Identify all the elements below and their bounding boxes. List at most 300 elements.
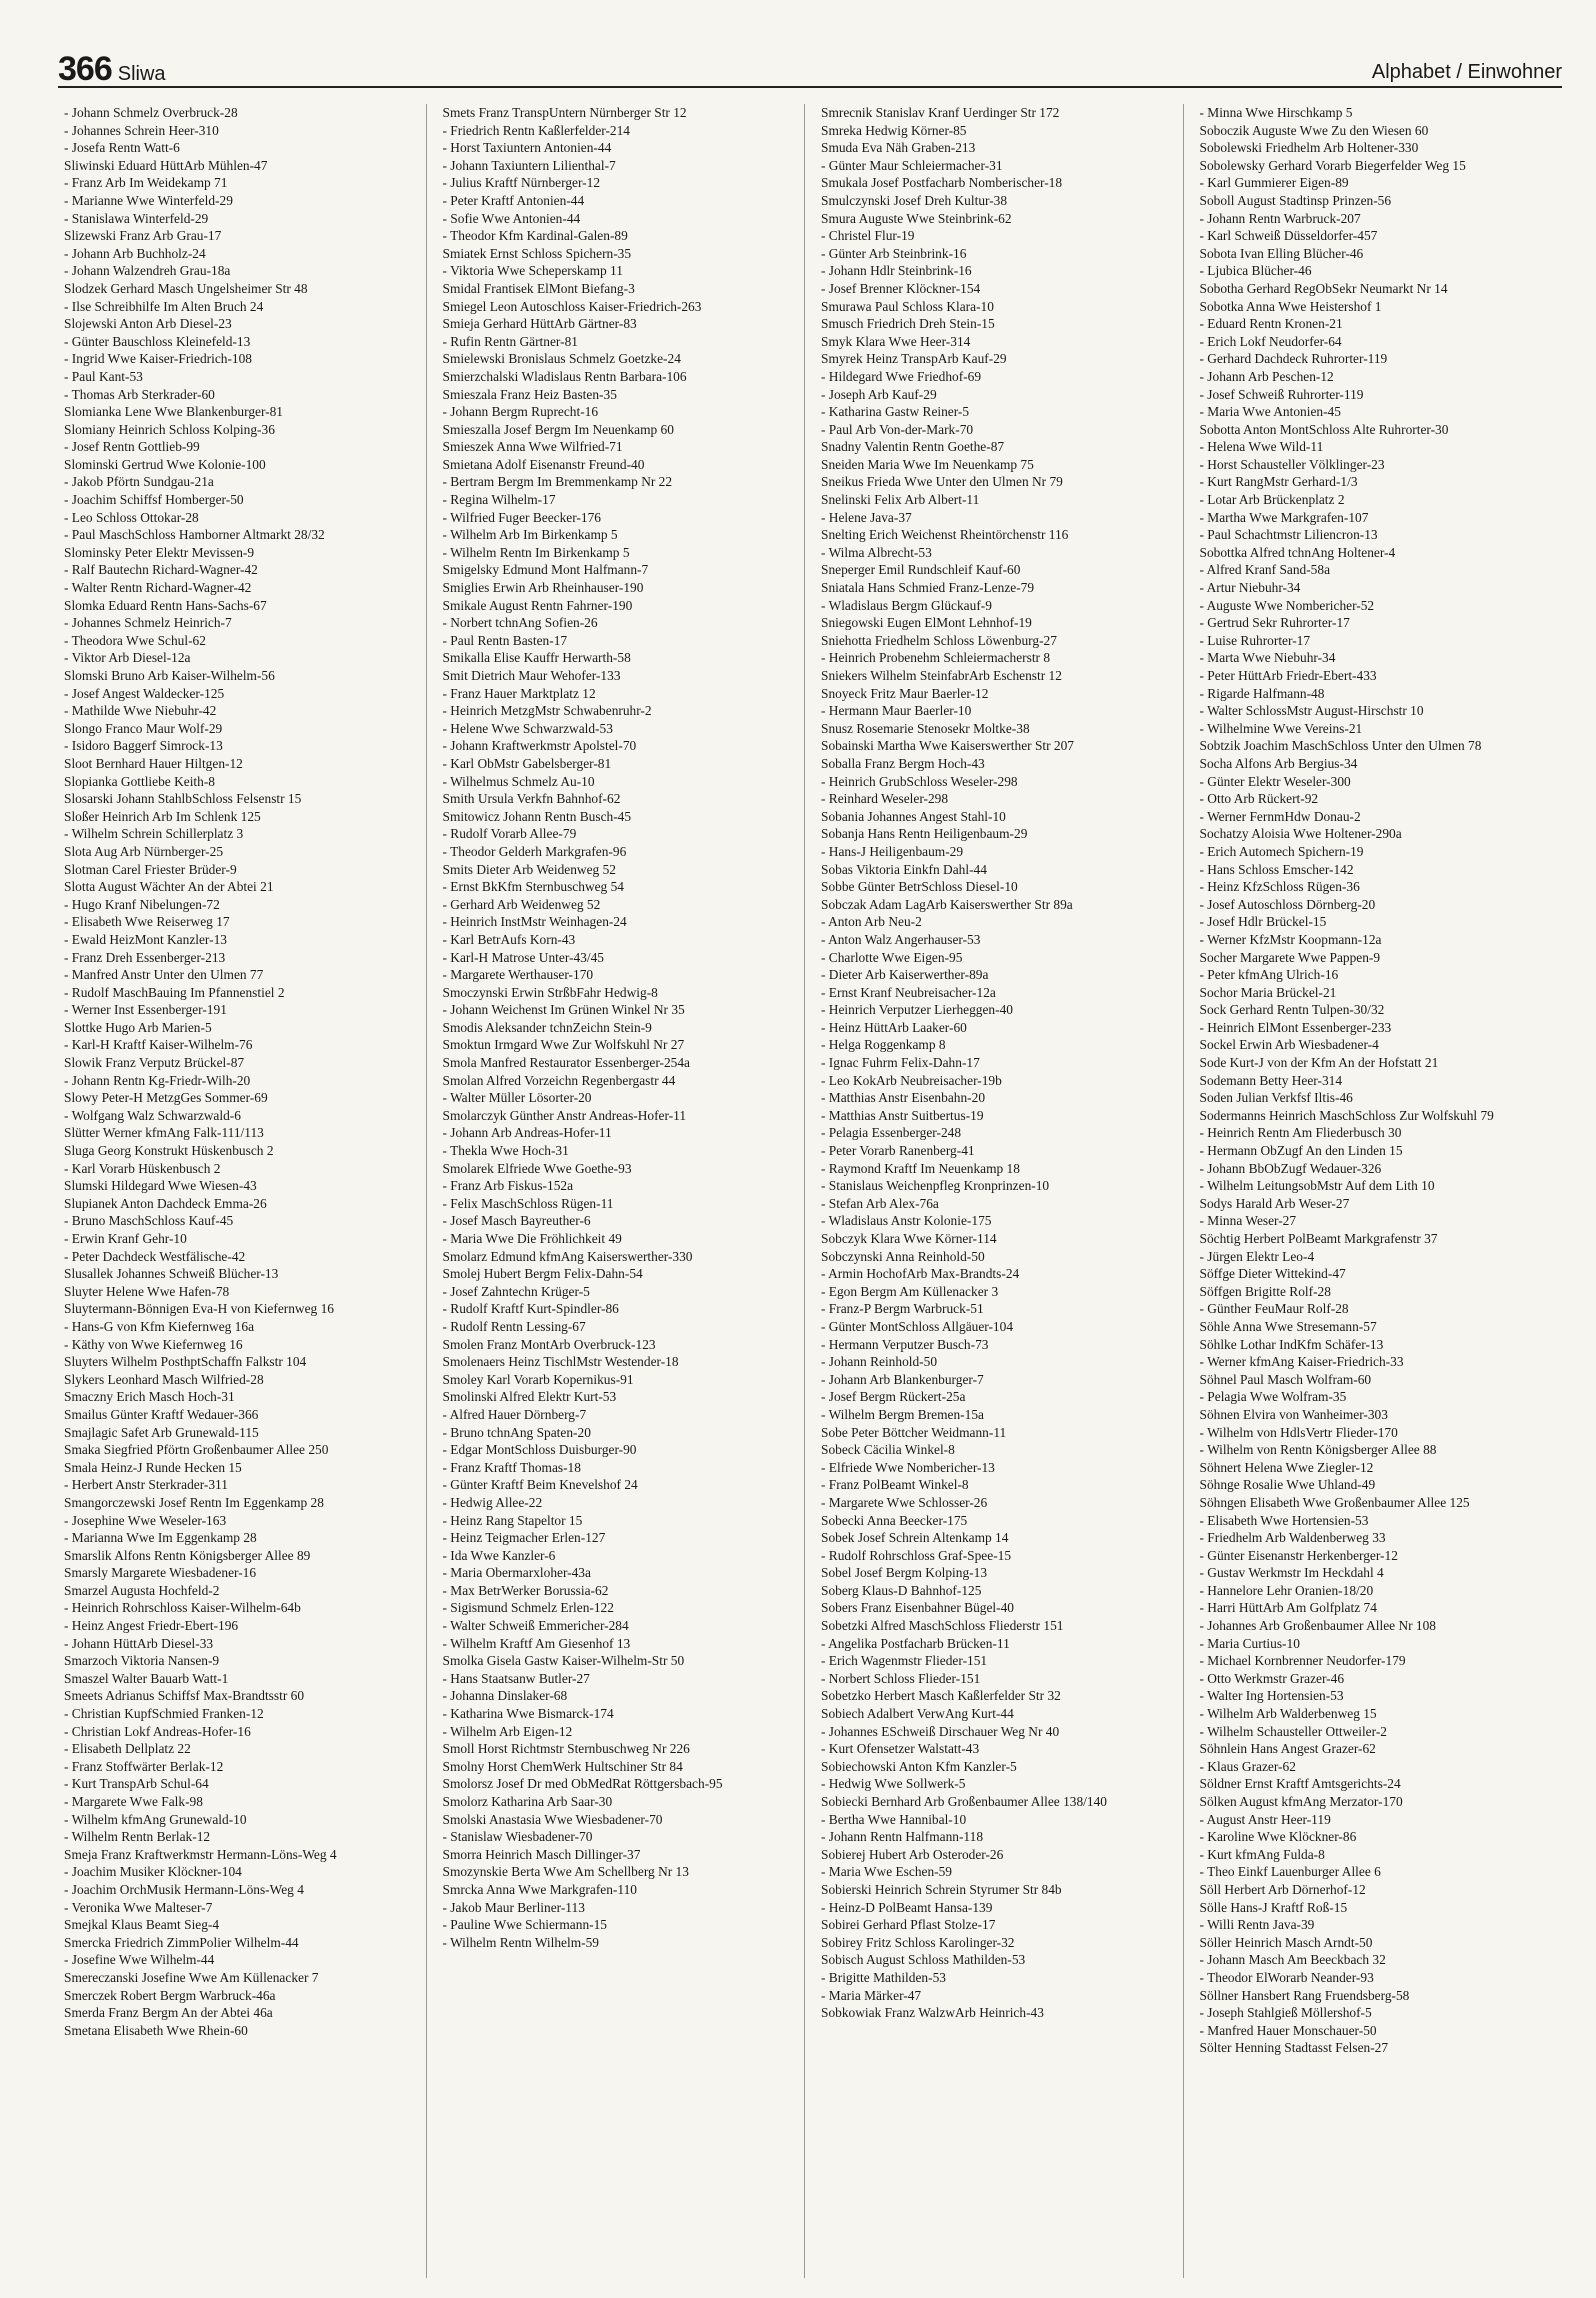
directory-entry: - Margarete Wwe Falk-98 bbox=[64, 1794, 203, 1809]
column-3 bbox=[815, 104, 1184, 2278]
directory-entry: Smeets Adrianus Schiffsf Max-Brandtsstr 60 bbox=[64, 1688, 305, 1704]
directory-entry: Slosarski Johann StahlbSchloss Felsenstr 15 bbox=[64, 791, 302, 807]
directory-entry: - Günter Eisenanstr Herkenberger-12 bbox=[1199, 1547, 1398, 1563]
directory-entry: Smeja Franz Kraftwerkmstr Hermann-Löns-Weg 4 bbox=[64, 1846, 337, 1862]
directory-entry: - Josef Angest Waldecker-125 bbox=[64, 685, 225, 701]
directory-entry: Smukala Josef Postfacharb Nomberischer-18 bbox=[821, 175, 1063, 191]
directory-entry: Sobania Johannes Angest Stahl-10 bbox=[821, 808, 1006, 824]
directory-entry: - Franz Arb Im Weidekamp 71 bbox=[64, 175, 228, 191]
directory-entry: - Regina Wilhelm-17 bbox=[442, 492, 556, 508]
directory-entry: Smolski Anastasia Wwe Wiesbadener-70 bbox=[442, 1811, 663, 1827]
directory-entry: Smolny Horst ChemWerk Hultschiner Str 84 bbox=[442, 1758, 683, 1774]
directory-entry: - Josefa Rentn Watt-6 bbox=[64, 140, 180, 156]
directory-entry: - Marta Wwe Niebuhr-34 bbox=[1199, 650, 1336, 666]
directory-entry: Smietana Adolf Eisenanstr Freund-40 bbox=[442, 456, 645, 472]
directory-entry: - Norbert Schloss Flieder-151 bbox=[821, 1670, 981, 1686]
directory-columns bbox=[58, 104, 1562, 2278]
directory-entry: Sobel Josef Bergm Kolping-13 bbox=[821, 1565, 988, 1581]
directory-entry: Soberg Klaus-D Bahnhof-125 bbox=[821, 1582, 982, 1598]
directory-entry: - Joseph Arb Kauf-29 bbox=[821, 386, 937, 402]
directory-entry: - Klaus Grazer-62 bbox=[1199, 1758, 1296, 1774]
directory-entry: Sneperger Emil Rundschleif Kauf-60 bbox=[821, 562, 1021, 578]
directory-entry: - Walter Rentn Richard-Wagner-42 bbox=[64, 580, 252, 596]
directory-entry: Slomianka Lene Wwe Blankenburger-81 bbox=[64, 404, 284, 420]
directory-entry: Slomiany Heinrich Schloss Kolping-36 bbox=[64, 421, 275, 437]
header-section-title: Alphabet / Einwohner bbox=[1371, 61, 1562, 83]
directory-entry: - Josef Brenner Klöckner-154 bbox=[821, 280, 981, 296]
directory-entry: Sobanja Hans Rentn Heiligenbaum-29 bbox=[821, 826, 1028, 842]
directory-entry: Slowik Franz Verputz Brückel-87 bbox=[64, 1055, 245, 1071]
directory-entry: - Rudolf MaschBauing Im Pfannenstiel 2 bbox=[64, 984, 285, 1000]
directory-entry: Smolej Hubert Bergm Felix-Dahn-54 bbox=[442, 1266, 643, 1282]
directory-entry: - Werner kfmAng Kaiser-Friedrich-33 bbox=[1199, 1354, 1404, 1370]
directory-entry: - Johann Taxiuntern Lilienthal-7 bbox=[442, 157, 616, 173]
directory-entry: - Brigitte Mathilden-53 bbox=[821, 1969, 946, 1985]
directory-entry: - Franz Stoffwärter Berlak-12 bbox=[64, 1758, 224, 1774]
directory-entry: - Karl BetrAufs Korn-43 bbox=[442, 931, 576, 947]
directory-entry: - Heinz Teigmacher Erlen-127 bbox=[442, 1530, 606, 1546]
directory-entry: Söhle Anna Wwe Stresemann-57 bbox=[1199, 1318, 1377, 1334]
directory-entry: - Kurt RangMstr Gerhard-1/3 bbox=[1199, 474, 1358, 490]
directory-entry: - Raymond Kraftf Im Neuenkamp 18 bbox=[821, 1160, 1020, 1176]
directory-entry: Sniekers Wilhelm SteinfabrArb Eschenstr 12 bbox=[821, 668, 1062, 683]
directory-entry: Smereczanski Josefine Wwe Am Küllenacker 7 bbox=[64, 1969, 319, 1985]
directory-entry: Slusallek Johannes Schweiß Blücher-13 bbox=[64, 1266, 279, 1282]
directory-entry: - Paul Kant-53 bbox=[64, 368, 143, 384]
directory-entry: - Michael Kornbrenner Neudorfer-179 bbox=[1199, 1653, 1406, 1669]
directory-entry: - Erich Wagenmstr Flieder-151 bbox=[821, 1653, 988, 1669]
directory-entry: Slütter Werner kfmAng Falk-111/113 bbox=[64, 1125, 264, 1141]
directory-entry: - Heinz Rang Stapeltor 15 bbox=[442, 1512, 583, 1528]
directory-entry: - Elisabeth Wwe Hortensien-53 bbox=[1199, 1512, 1369, 1528]
directory-entry: Smetana Elisabeth Wwe Rhein-60 bbox=[64, 2022, 248, 2038]
directory-entry: - Hermann Verputzer Busch-73 bbox=[821, 1336, 989, 1352]
directory-entry: Smurawa Paul Schloss Klara-10 bbox=[821, 298, 994, 314]
directory-entry: Smozynskie Berta Wwe Am Schellberg Nr 13 bbox=[442, 1864, 689, 1880]
directory-entry: - Bertha Wwe Hannibal-10 bbox=[821, 1811, 967, 1827]
directory-entry: - Ernst BkKfm Sternbuschweg 54 bbox=[442, 879, 624, 895]
directory-entry: - Johann Schmelz Overbruck-28 bbox=[64, 105, 238, 120]
directory-entry: - Alfred Hauer Dörnberg-7 bbox=[442, 1406, 587, 1422]
directory-entry: - Stefan Arb Alex-76a bbox=[821, 1195, 939, 1211]
directory-entry: Sobecki Anna Beecker-175 bbox=[821, 1512, 968, 1528]
directory-entry: Sobetzki Alfred MaschSchloss Fliederstr 151 bbox=[821, 1618, 1064, 1634]
directory-entry: - Karl Schweiß Düsseldorfer-457 bbox=[1199, 228, 1378, 244]
directory-entry: - Heinz KfzSchloss Rügen-36 bbox=[1199, 879, 1360, 895]
directory-entry: - Elisabeth Wwe Reiserweg 17 bbox=[64, 914, 230, 930]
directory-entry: Smits Dieter Arb Weidenweg 52 bbox=[442, 861, 616, 877]
directory-entry: Sobbe Günter BetrSchloss Diesel-10 bbox=[821, 879, 1018, 895]
directory-entry: - Johann Kraftwerkmstr Apolstel-70 bbox=[442, 738, 637, 754]
directory-entry: - Martha Wwe Markgrafen-107 bbox=[1199, 509, 1369, 525]
directory-entry: - Günter Maur Schleiermacher-31 bbox=[821, 157, 1003, 173]
directory-entry: - Theodor Kfm Kardinal-Galen-89 bbox=[442, 228, 628, 244]
directory-entry: Snoyeck Fritz Maur Baerler-12 bbox=[821, 685, 989, 701]
directory-entry: Smielewski Bronislaus Schmelz Goetzke-24 bbox=[442, 351, 681, 367]
directory-entry: - Helga Roggenkamp 8 bbox=[821, 1037, 946, 1053]
directory-entry: Sluyters Wilhelm PosthptSchaffn Falkstr 104 bbox=[64, 1354, 307, 1370]
directory-entry: - Karl-H Kraftf Kaiser-Wilhelm-76 bbox=[64, 1037, 253, 1053]
directory-entry: Sobottka Alfred tchnAng Holtener-4 bbox=[1199, 544, 1396, 560]
directory-entry: - Wilhelm Rentn Berlak-12 bbox=[64, 1829, 211, 1845]
directory-entry: - Wilhelm kfmAng Grunewald-10 bbox=[64, 1811, 247, 1827]
directory-entry: Smarzel Augusta Hochfeld-2 bbox=[64, 1582, 220, 1598]
directory-entry: Sölle Hans-J Kraftf Roß-15 bbox=[1199, 1899, 1348, 1915]
directory-entry: - Walter Schweiß Emmericher-284 bbox=[442, 1618, 629, 1634]
directory-entry: Soballa Franz Bergm Hoch-43 bbox=[821, 755, 985, 771]
directory-entry: Sobainski Martha Wwe Kaiserswerther Str 207 bbox=[821, 738, 1075, 754]
directory-entry: Söhnert Helena Wwe Ziegler-12 bbox=[1199, 1459, 1374, 1475]
directory-entry: - Joachim Musiker Klöckner-104 bbox=[64, 1864, 242, 1880]
directory-entry: Söhnel Paul Masch Wolfram-60 bbox=[1199, 1371, 1372, 1387]
directory-entry: - Ewald HeizMont Kanzler-13 bbox=[64, 931, 227, 947]
directory-entry: Smiatek Ernst Schloss Spichern-35 bbox=[442, 245, 632, 261]
directory-entry: - Erwin Kranf Gehr-10 bbox=[64, 1231, 187, 1246]
directory-entry: - Johann Arb Blankenburger-7 bbox=[821, 1371, 984, 1387]
directory-entry: - Thekla Wwe Hoch-31 bbox=[442, 1143, 569, 1159]
directory-entry: Sobczak Adam LagArb Kaiserswerther Str 89a bbox=[821, 896, 1073, 912]
directory-entry: Sniehotta Friedhelm Schloss Löwenburg-27 bbox=[821, 632, 1057, 648]
directory-entry: - Eduard Rentn Kronen-21 bbox=[1199, 316, 1343, 332]
directory-entry: Smala Heinz-J Runde Hecken 15 bbox=[64, 1459, 242, 1475]
directory-entry: - Stanislawa Winterfeld-29 bbox=[64, 210, 209, 226]
directory-entry: - Franz PolBeamt Winkel-8 bbox=[821, 1477, 969, 1493]
directory-entry: Sobotha Gerhard RegObSekr Neumarkt Nr 14 bbox=[1199, 280, 1448, 296]
directory-entry: - Manfred Hauer Monschauer-50 bbox=[1199, 2022, 1377, 2038]
directory-entry: Sobotta Anton MontSchloss Alte Ruhrorter-30 bbox=[1199, 421, 1449, 437]
directory-entry: Sniegowski Eugen ElMont Lehnhof-19 bbox=[821, 615, 1032, 631]
directory-entry: - Minna Weser-27 bbox=[1199, 1213, 1297, 1229]
directory-entry: Smieja Gerhard HüttArb Gärtner-83 bbox=[442, 316, 637, 332]
directory-entry: Sloot Bernhard Hauer Hiltgen-12 bbox=[64, 755, 243, 771]
directory-entry: - Hildegard Wwe Friedhof-69 bbox=[821, 368, 982, 384]
directory-entry: - Josef Autoschloss Dörnberg-20 bbox=[1199, 896, 1376, 912]
directory-entry: Slota Aug Arb Nürnberger-25 bbox=[64, 843, 224, 859]
directory-entry: Slotman Carel Friester Brüder-9 bbox=[64, 861, 237, 877]
directory-entry: - Wilhelm Arb Im Birkenkamp 5 bbox=[442, 527, 618, 543]
directory-entry: - Peter Kraftf Antonien-44 bbox=[442, 192, 585, 208]
directory-entry: - Katharina Gastw Reiner-5 bbox=[821, 404, 970, 420]
directory-entry: Smolorsz Josef Dr med ObMedRat Röttgersbach-95 bbox=[442, 1776, 723, 1792]
directory-entry: - Maria Curtius-10 bbox=[1199, 1635, 1300, 1651]
directory-entry: Smarslik Alfons Rentn Königsberger Allee 89 bbox=[64, 1547, 311, 1563]
directory-entry: - Günther FeuMaur Rolf-28 bbox=[1199, 1301, 1349, 1317]
directory-entry: - Hans-J Heiligenbaum-29 bbox=[821, 843, 964, 859]
directory-entry: - Theo Einkf Lauenburger Allee 6 bbox=[1199, 1864, 1381, 1880]
directory-entry: - Franz Hauer Marktplatz 12 bbox=[442, 685, 596, 701]
directory-entry: Smyrek Heinz TranspArb Kauf-29 bbox=[821, 351, 1007, 367]
directory-entry: Smreka Hedwig Körner-85 bbox=[821, 122, 967, 138]
directory-entry: Smorra Heinrich Masch Dillinger-37 bbox=[442, 1846, 641, 1862]
directory-entry: - Franz-P Bergm Warbruck-51 bbox=[821, 1301, 984, 1317]
directory-entry: - Maria Wwe Die Fröhlichkeit 49 bbox=[442, 1231, 622, 1246]
directory-entry: - Katharina Wwe Bismarck-174 bbox=[442, 1706, 614, 1722]
directory-entry: Sodemann Betty Heer-314 bbox=[1199, 1072, 1343, 1088]
directory-entry: - Wilhelm Rentn Wilhelm-59 bbox=[442, 1934, 599, 1950]
directory-entry: - Josefine Wwe Wilhelm-44 bbox=[64, 1952, 215, 1968]
directory-entry: - Werner FernmHdw Donau-2 bbox=[1199, 808, 1361, 824]
directory-entry: - Günter Kraftf Beim Knevelshof 24 bbox=[442, 1477, 638, 1493]
directory-entry: - Minna Wwe Hirschkamp 5 bbox=[1199, 105, 1353, 120]
directory-entry: - Franz Arb Fiskus-152a bbox=[442, 1178, 574, 1194]
directory-entry: - Harri HüttArb Am Golfplatz 74 bbox=[1199, 1600, 1377, 1616]
directory-entry: - Hermann Maur Baerler-10 bbox=[821, 703, 972, 719]
directory-entry: Sobkowiak Franz WalzwArb Heinrich-43 bbox=[821, 2005, 1044, 2021]
directory-entry: Sluytermann-Bönnigen Eva-H von Kiefernweg 16 bbox=[64, 1301, 334, 1317]
directory-entry: - Alfred Kranf Sand-58a bbox=[1199, 562, 1331, 578]
directory-entry: - Rudolf Rohrschloss Graf-Spee-15 bbox=[821, 1547, 1012, 1563]
page-header bbox=[58, 50, 1562, 88]
directory-entry: Smierzchalski Wladislaus Rentn Barbara-106 bbox=[442, 368, 687, 384]
directory-entry: Soboll August Stadtinsp Prinzen-56 bbox=[1199, 192, 1392, 208]
directory-entry: - Werner Inst Essenberger-191 bbox=[64, 1002, 227, 1018]
directory-entry: - Bruno tchnAng Spaten-20 bbox=[442, 1424, 591, 1440]
directory-entry: - Lotar Arb Brückenplatz 2 bbox=[1199, 492, 1345, 508]
directory-entry: Sluga Georg Konstrukt Hüskenbusch 2 bbox=[64, 1143, 274, 1159]
directory-entry: Soboczik Auguste Wwe Zu den Wiesen 60 bbox=[1199, 122, 1429, 138]
directory-entry: - Wladislaus Bergm Glückauf-9 bbox=[821, 597, 992, 613]
directory-entry: - Angelika Postfacharb Brücken-11 bbox=[821, 1635, 1010, 1651]
directory-entry: - Karl ObMstr Gabelsberger-81 bbox=[442, 755, 612, 771]
column-1 bbox=[58, 104, 427, 2278]
directory-entry: Smangorczewski Josef Rentn Im Eggenkamp 28 bbox=[64, 1494, 324, 1510]
directory-entry: - Dieter Arb Kaiserwerther-89a bbox=[821, 967, 989, 983]
directory-entry: Sochor Maria Brückel-21 bbox=[1199, 984, 1337, 1000]
directory-entry: - Wilhelm Arb Eigen-12 bbox=[442, 1723, 573, 1739]
directory-entry: - Paul MaschSchloss Hamborner Altmarkt 28/32 bbox=[64, 527, 325, 543]
directory-entry: - Heinrich Verputzer Lierheggen-40 bbox=[821, 1002, 1013, 1018]
directory-entry: - Walter Müller Lösorter-20 bbox=[442, 1090, 592, 1106]
directory-entry: - Thomas Arb Sterkrader-60 bbox=[64, 386, 215, 402]
directory-entry: - Luise Ruhrorter-17 bbox=[1199, 632, 1311, 648]
directory-entry: - Maria Wwe Eschen-59 bbox=[821, 1864, 953, 1880]
directory-entry: Smercka Friedrich ZimmPolier Wilhelm-44 bbox=[64, 1934, 299, 1950]
directory-entry: - Wilhelm Kraftf Am Giesenhof 13 bbox=[442, 1635, 631, 1651]
directory-entry: Sneikus Frieda Wwe Unter den Ulmen Nr 79 bbox=[821, 474, 1063, 490]
directory-entry: Sobetzko Herbert Masch Kaßlerfelder Str 32 bbox=[821, 1688, 1061, 1704]
directory-entry: - Rufin Rentn Gärtner-81 bbox=[442, 333, 578, 349]
directory-entry: - Hugo Kranf Nibelungen-72 bbox=[64, 896, 220, 912]
directory-entry: - Pelagia Essenberger-248 bbox=[821, 1125, 962, 1141]
directory-entry: - Gustav Werkmstr Im Heckdahl 4 bbox=[1199, 1565, 1384, 1581]
directory-entry: - Erich Automech Spichern-19 bbox=[1199, 843, 1364, 859]
directory-entry: - Johann Arb Buchholz-24 bbox=[64, 245, 206, 261]
directory-entry: Söhnen Elvira von Wanheimer-303 bbox=[1199, 1406, 1388, 1422]
directory-entry: Smoley Karl Vorarb Kopernikus-91 bbox=[442, 1371, 634, 1387]
directory-entry: Söllner Hansbert Rang Fruendsberg-58 bbox=[1199, 1987, 1410, 2003]
directory-entry: Smieszala Franz Heiz Basten-35 bbox=[442, 386, 617, 402]
directory-entry: Söhlke Lothar IndKfm Schäfer-13 bbox=[1199, 1336, 1384, 1352]
directory-entry: Sobota Ivan Elling Blücher-46 bbox=[1199, 245, 1364, 261]
directory-entry: Snelting Erich Weichenst Rheintörchenstr 116 bbox=[821, 527, 1069, 543]
directory-entry: - Herbert Anstr Sterkrader-311 bbox=[64, 1477, 228, 1493]
directory-entry: Smolorz Katharina Arb Saar-30 bbox=[442, 1794, 613, 1809]
directory-entry: Smith Ursula Verkfn Bahnhof-62 bbox=[442, 791, 621, 807]
directory-entry: Söffgen Brigitte Rolf-28 bbox=[1199, 1283, 1331, 1299]
directory-entry: - Wilhelm Schausteller Ottweiler-2 bbox=[1199, 1723, 1387, 1739]
directory-entry: - Rudolf Kraftf Kurt-Spindler-86 bbox=[442, 1301, 619, 1317]
directory-entry: - Johannes Schrein Heer-310 bbox=[64, 122, 219, 138]
directory-entry: - Sigismund Schmelz Erlen-122 bbox=[442, 1600, 614, 1616]
directory-entry: - Bruno MaschSchloss Kauf-45 bbox=[64, 1213, 234, 1229]
directory-entry: Smolenaers Heinz TischlMstr Westender-18 bbox=[442, 1354, 679, 1370]
directory-entry: - Johann Arb Peschen-12 bbox=[1199, 368, 1334, 384]
directory-entry: - Helene Java-37 bbox=[821, 509, 912, 525]
directory-entry: - Maria Wwe Antonien-45 bbox=[1199, 404, 1341, 420]
directory-entry: Smoczynski Erwin StrßbFahr Hedwig-8 bbox=[442, 984, 658, 1000]
directory-entry: - Artur Niebuhr-34 bbox=[1199, 580, 1301, 596]
directory-entry: Smitowicz Johann Rentn Busch-45 bbox=[442, 808, 632, 824]
directory-entry: - Isidoro Baggerf Simrock-13 bbox=[64, 738, 223, 754]
directory-entry: Sobe Peter Böttcher Weidmann-11 bbox=[821, 1424, 1007, 1440]
directory-entry: - Heinrich InstMstr Weinhagen-24 bbox=[442, 914, 627, 930]
directory-entry: - Wladislaus Anstr Kolonie-175 bbox=[821, 1213, 992, 1229]
directory-entry: Smolinski Alfred Elektr Kurt-53 bbox=[442, 1389, 617, 1405]
directory-entry: Söffge Dieter Wittekind-47 bbox=[1199, 1266, 1346, 1282]
directory-entry: Smura Auguste Wwe Steinbrink-62 bbox=[821, 210, 1012, 226]
directory-entry: - Heinrich MetzgMstr Schwabenruhr-2 bbox=[442, 703, 652, 719]
directory-entry: - Johann Arb Andreas-Hofer-11 bbox=[442, 1125, 612, 1141]
directory-entry: - Anton Arb Neu-2 bbox=[821, 914, 922, 930]
directory-entry: Sliwinski Eduard HüttArb Mühlen-47 bbox=[64, 157, 268, 173]
directory-entry: - Heinz-D PolBeamt Hansa-139 bbox=[821, 1899, 993, 1915]
directory-entry: Slominski Gertrud Wwe Kolonie-100 bbox=[64, 456, 266, 472]
directory-entry: - Leo KokArb Neubreisacher-19b bbox=[821, 1072, 1002, 1088]
directory-entry: - Armin HochofArb Max-Brandts-24 bbox=[821, 1266, 1020, 1282]
directory-entry: Sodermanns Heinrich MaschSchloss Zur Wolfskuhl 79 bbox=[1199, 1107, 1494, 1123]
directory-entry: Soden Julian Verkfsf Iltis-46 bbox=[1199, 1090, 1353, 1106]
column-2 bbox=[437, 104, 806, 2278]
directory-entry: Sluyter Helene Wwe Hafen-78 bbox=[64, 1283, 230, 1299]
directory-entry: Smikale August Rentn Fahrner-190 bbox=[442, 597, 633, 613]
directory-entry: - Egon Bergm Am Küllenacker 3 bbox=[821, 1283, 999, 1299]
directory-entry: - Helena Wwe Wild-11 bbox=[1199, 439, 1324, 455]
directory-entry: Smiegel Leon Autoschloss Kaiser-Friedrich-263 bbox=[442, 298, 702, 314]
directory-entry: Söldner Ernst Kraftf Amtsgerichts-24 bbox=[1199, 1776, 1401, 1792]
directory-entry: Smolarek Elfriede Wwe Goethe-93 bbox=[442, 1160, 632, 1176]
directory-entry: - Matthias Anstr Eisenbahn-20 bbox=[821, 1090, 986, 1106]
directory-entry: Sobers Franz Eisenbahner Bügel-40 bbox=[821, 1600, 1015, 1616]
directory-entry: - Sofie Wwe Antonien-44 bbox=[442, 210, 581, 226]
directory-entry: - Kurt TranspArb Schul-64 bbox=[64, 1776, 209, 1792]
directory-entry: - Johann Bergm Ruprecht-16 bbox=[442, 404, 599, 420]
directory-entry: Smiglies Erwin Arb Rheinhauser-190 bbox=[442, 580, 644, 596]
directory-entry: - Werner KfzMstr Koopmann-12a bbox=[1199, 931, 1382, 947]
directory-entry: - Walter SchlossMstr August-Hirschstr 10 bbox=[1199, 703, 1424, 719]
directory-entry: Smrcka Anna Wwe Markgrafen-110 bbox=[442, 1881, 637, 1897]
directory-entry: - Margarete Werthauser-170 bbox=[442, 967, 594, 983]
directory-entry: Smets Franz TranspUntern Nürnberger Str 12 bbox=[442, 105, 687, 120]
directory-entry: - Ignac Fuhrm Felix-Dahn-17 bbox=[821, 1055, 980, 1071]
directory-entry: Sockel Erwin Arb Wiesbadener-4 bbox=[1199, 1037, 1379, 1053]
directory-entry: Smuda Eva Näh Graben-213 bbox=[821, 140, 976, 156]
directory-entry: Smrecnik Stanislav Kranf Uerdinger Str 172 bbox=[821, 105, 1060, 120]
directory-entry: - Friedhelm Arb Waldenberweg 33 bbox=[1199, 1530, 1386, 1546]
directory-entry: - Wilhelm Rentn Im Birkenkamp 5 bbox=[442, 544, 630, 560]
directory-entry: Sobtzik Joachim MaschSchloss Unter den Ulmen 78 bbox=[1199, 738, 1482, 754]
directory-entry: - Viktoria Wwe Scheperskamp 11 bbox=[442, 263, 623, 279]
page-number: 366 bbox=[58, 50, 112, 88]
directory-entry: - Johann Walzendreh Grau-18a bbox=[64, 263, 231, 279]
directory-entry: - Paul Schachtmstr Liliencron-13 bbox=[1199, 527, 1378, 543]
directory-entry: Smodis Aleksander tchnZeichn Stein-9 bbox=[442, 1019, 652, 1035]
directory-entry: Snelinski Felix Arb Albert-11 bbox=[821, 492, 980, 508]
directory-entry: - Pelagia Wwe Wolfram-35 bbox=[1199, 1389, 1347, 1405]
directory-entry: - Walter Ing Hortensien-53 bbox=[1199, 1688, 1344, 1704]
directory-entry: Sobiechowski Anton Kfm Kanzler-5 bbox=[821, 1758, 1017, 1774]
directory-entry: - Johannes ESchweiß Dirschauer Weg Nr 40 bbox=[821, 1723, 1060, 1739]
directory-entry: Smejkal Klaus Beamt Sieg-4 bbox=[64, 1917, 220, 1933]
directory-entry: Smolarczyk Günther Anstr Andreas-Hofer-11 bbox=[442, 1107, 687, 1123]
directory-entry: Slodzek Gerhard Masch Ungelsheimer Str 48 bbox=[64, 280, 308, 296]
directory-entry: - Josef Hdlr Brückel-15 bbox=[1199, 914, 1327, 930]
directory-entry: Smajlagic Safet Arb Grunewald-115 bbox=[64, 1424, 259, 1440]
directory-entry: Smigelsky Edmund Mont Halfmann-7 bbox=[442, 562, 649, 578]
directory-entry: - Jakob Pförtn Sundgau-21a bbox=[64, 474, 214, 490]
directory-entry: Smerczek Robert Bergm Warbruck-46a bbox=[64, 1987, 276, 2003]
directory-entry: Sobirei Gerhard Pflast Stolze-17 bbox=[821, 1917, 996, 1933]
directory-entry: Sobolewski Friedhelm Arb Holtener-330 bbox=[1199, 140, 1419, 156]
directory-entry: - Christel Flur-19 bbox=[821, 228, 915, 244]
directory-entry: - Josef Masch Bayreuther-6 bbox=[442, 1213, 591, 1229]
directory-entry: - Hermann ObZugf An den Linden 15 bbox=[1199, 1143, 1403, 1159]
directory-entry: - Johannes Arb Großenbaumer Allee Nr 108 bbox=[1199, 1618, 1437, 1634]
directory-entry: Söchtig Herbert PolBeamt Markgrafenstr 37 bbox=[1199, 1231, 1438, 1246]
directory-entry: Socha Alfons Arb Bergius-34 bbox=[1199, 755, 1358, 771]
directory-entry: Smieszek Anna Wwe Wilfried-71 bbox=[442, 439, 623, 455]
directory-entry: - Reinhard Weseler-298 bbox=[821, 791, 949, 807]
directory-entry: - Maria Obermarxloher-43a bbox=[442, 1565, 591, 1581]
directory-entry: Sobolewsky Gerhard Vorarb Biegerfelder Weg 15 bbox=[1199, 157, 1466, 173]
directory-entry: Smolarz Edmund kfmAng Kaiserswerther-330 bbox=[442, 1248, 693, 1264]
directory-entry: - Joseph Stahlgieß Möllershof-5 bbox=[1199, 2005, 1372, 2021]
directory-entry: - Franz Kraftf Thomas-18 bbox=[442, 1459, 581, 1475]
directory-entry: Sobotka Anna Wwe Heistershof 1 bbox=[1199, 298, 1382, 314]
directory-entry: Sobirey Fritz Schloss Karolinger-32 bbox=[821, 1934, 1015, 1950]
directory-entry: - Veronika Wwe Malteser-7 bbox=[64, 1899, 213, 1915]
directory-entry: Smolka Gisela Gastw Kaiser-Wilhelm-Str 50 bbox=[442, 1653, 685, 1669]
directory-entry: Sobeck Cäcilia Winkel-8 bbox=[821, 1442, 955, 1458]
directory-entry: Sock Gerhard Rentn Tulpen-30/32 bbox=[1199, 1002, 1385, 1018]
directory-entry: - Ralf Bautechn Richard-Wagner-42 bbox=[64, 562, 258, 578]
directory-entry: Söhnlein Hans Angest Grazer-62 bbox=[1199, 1741, 1376, 1757]
directory-entry: - Peter kfmAng Ulrich-16 bbox=[1199, 967, 1339, 983]
directory-entry: Sobczynski Anna Reinhold-50 bbox=[821, 1248, 985, 1264]
directory-entry: - Hans Schloss Emscher-142 bbox=[1199, 861, 1354, 877]
directory-entry: Sobisch August Schloss Mathilden-53 bbox=[821, 1952, 1026, 1968]
directory-entry: Smolen Franz MontArb Overbruck-123 bbox=[442, 1336, 656, 1352]
directory-entry: - Elisabeth Dellplatz 22 bbox=[64, 1741, 191, 1757]
directory-entry: - Jürgen Elektr Leo-4 bbox=[1199, 1248, 1315, 1264]
directory-entry: - Heinrich Rohrschloss Kaiser-Wilhelm-64b bbox=[64, 1600, 301, 1616]
directory-entry: - Friedrich Rentn Kaßlerfelder-214 bbox=[442, 122, 631, 138]
directory-entry: - Paul Rentn Basten-17 bbox=[442, 632, 568, 648]
directory-entry: - Franz Dreh Essenberger-213 bbox=[64, 949, 226, 965]
directory-entry: - Johann Rentn Kg-Friedr-Wilh-20 bbox=[64, 1072, 251, 1088]
directory-entry: - Wilhelm von Rentn Königsberger Allee 88 bbox=[1199, 1442, 1437, 1458]
directory-entry: - Heinrich Probenehm Schleiermacherstr 8 bbox=[821, 650, 1051, 666]
directory-entry: - Josef Rentn Gottlieb-99 bbox=[64, 439, 200, 455]
directory-entry: - Helene Wwe Schwarzwald-53 bbox=[442, 720, 613, 736]
directory-entry: - Günter Arb Steinbrink-16 bbox=[821, 245, 967, 261]
directory-entry: Snusz Rosemarie Stenosekr Moltke-38 bbox=[821, 720, 1030, 736]
directory-entry: - Heinz Angest Friedr-Ebert-196 bbox=[64, 1618, 239, 1634]
directory-entry: - Marianne Wwe Winterfeld-29 bbox=[64, 192, 233, 208]
directory-entry: - Johann Rentn Warbruck-207 bbox=[1199, 210, 1361, 226]
directory-entry: - Johann Reinhold-50 bbox=[821, 1354, 938, 1370]
directory-entry: - Karl Gummierer Eigen-89 bbox=[1199, 175, 1349, 191]
directory-entry: Slominsky Peter Elektr Mevissen-9 bbox=[64, 544, 255, 560]
